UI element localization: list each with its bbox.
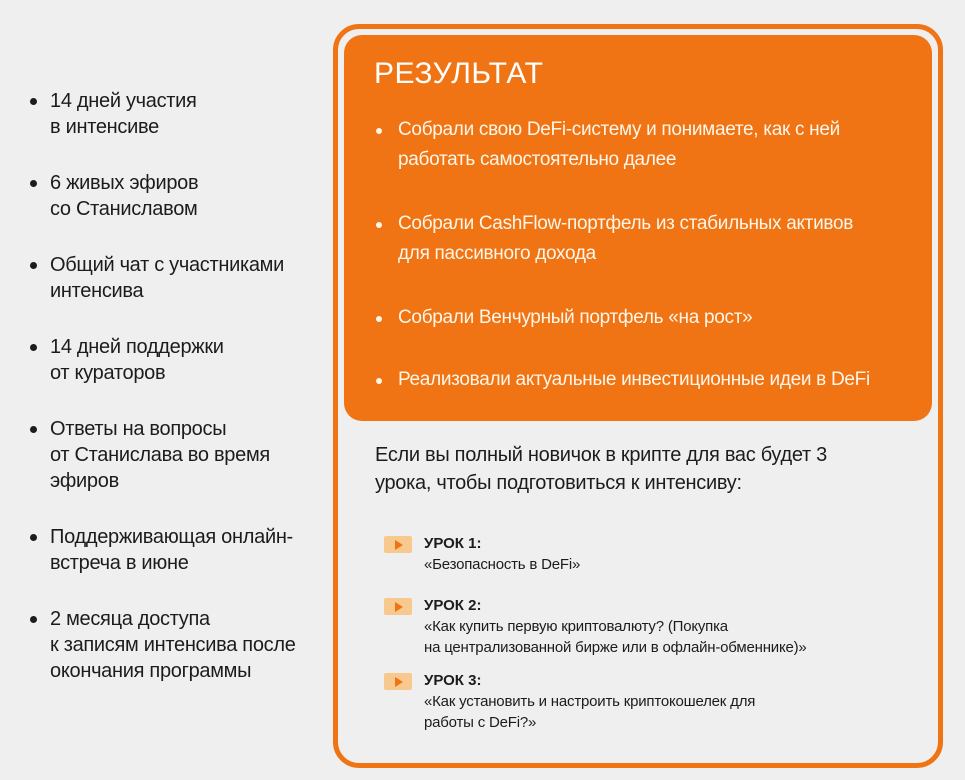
lesson-item-1[interactable] [384, 533, 904, 575]
lesson-title: «Как установить и настроить криптокошелек для работы с DeFi?» [424, 693, 756, 731]
lesson-item-2[interactable] [384, 595, 904, 658]
benefit-item: 14 дней поддержки от кураторов [30, 334, 330, 386]
play-icon[interactable] [384, 673, 412, 690]
benefit-item: 2 месяца доступа к записям интенсива после окончания программы [30, 606, 330, 684]
result-item: Реализовали актуальные инвестиционные идеи в DeFi [374, 365, 919, 395]
result-item: Собрали свою DeFi-систему и понимаете, как с ней работать самостоятельно далее [374, 115, 919, 175]
benefit-item: Ответы на вопросы от Станислава во время эфиров [30, 416, 330, 494]
lesson-label: УРОК 3: [424, 672, 482, 689]
lesson-title: «Безопасность в DeFi» [424, 556, 581, 573]
result-box [344, 35, 932, 421]
lesson-label: УРОК 1: [424, 535, 482, 552]
lesson-label: УРОК 2: [424, 597, 482, 614]
benefit-item: 14 дней участия в интенсиве [30, 88, 330, 140]
benefits-list [30, 88, 330, 714]
lesson-item-3[interactable] [384, 670, 904, 733]
benefit-item: Общий чат с участниками интенсива [30, 252, 330, 304]
beginner-intro-text: Если вы полный новичок в крипте для вас будет 3 урока, чтобы подготовиться к интенсиву: [375, 444, 827, 494]
play-icon[interactable] [384, 536, 412, 553]
benefit-item: Поддерживающая онлайн- встреча в июне [30, 524, 330, 576]
result-card [333, 24, 943, 768]
benefit-item: 6 живых эфиров со Станиславом [30, 170, 330, 222]
result-list [374, 115, 919, 395]
result-item: Собрали Венчурный портфель «на рост» [374, 303, 919, 333]
result-item: Собрали CashFlow-портфель из стабильных активов для пассивного дохода [374, 209, 919, 269]
lessons-list [384, 533, 904, 733]
result-title: РЕЗУЛЬТАТ [374, 57, 544, 90]
lesson-title: «Как купить первую криптовалюту? (Покупка на централизованной бирже или в офлайн-обменнике)» [424, 618, 807, 656]
play-icon[interactable] [384, 598, 412, 615]
